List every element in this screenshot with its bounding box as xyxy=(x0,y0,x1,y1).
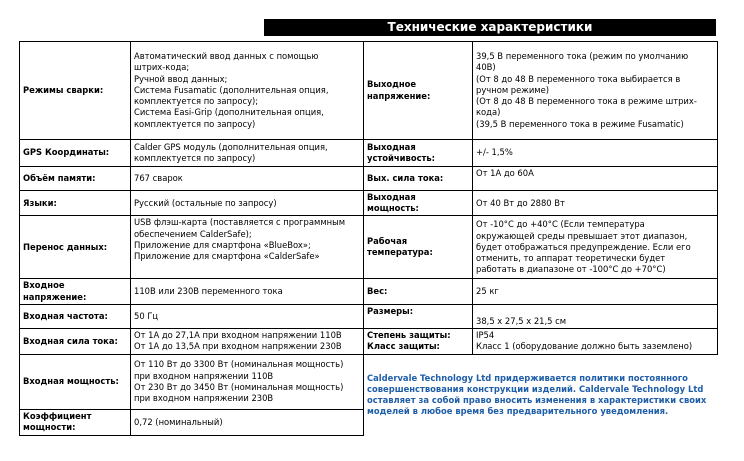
label-input-current: Входная сила тока: xyxy=(20,328,131,354)
value-output-power: От 40 Вт до 2880 Вт xyxy=(473,191,718,216)
manufacturer-note: Caldervale Technology Ltd придерживается политики постоянного совершенствования конструкции изделий. Caldervale Technology Ltd оставляет за собой право вносить изменения в характеристики своих моделей в любое время без предварительного уведомления. xyxy=(367,372,707,417)
label-input-power: Входная мощность: xyxy=(20,354,131,409)
table-row xyxy=(20,191,718,216)
label-dimensions: Размеры: xyxy=(364,304,473,328)
table-row xyxy=(20,354,718,409)
table-row xyxy=(20,42,718,140)
value-weight: 25 кг xyxy=(473,279,718,304)
label-output-power: Выходная мощность: xyxy=(364,191,473,216)
value-memory: 767 сварок xyxy=(131,167,364,191)
value-data-transfer: USB флэш-карта (поставляется с программным обеспечением CalderSafe); Приложение для смартфона «BlueBox»; Приложение для смартфона «CalderSafe» xyxy=(131,216,364,279)
value-gps: Calder GPS модуль (дополнительная опция, комплектуется по запросу) xyxy=(131,140,364,167)
label-protection xyxy=(364,328,473,354)
value-power-factor: 0,72 (номинальный) xyxy=(131,409,364,435)
label-output-voltage: Выходное напряжение: xyxy=(364,42,473,140)
value-dimensions: 38,5 х 27,5 х 21,5 см xyxy=(473,304,718,328)
value-input-current: От 1А до 27,1А при входном напряжении 110В От 1А до 13,5А при входном напряжении 230В xyxy=(131,328,364,354)
label-memory: Объём памяти: xyxy=(20,167,131,191)
label-protection-class: Класс защиты: xyxy=(367,341,440,352)
table-row xyxy=(20,279,718,304)
table-row xyxy=(20,328,718,354)
table-row xyxy=(20,167,718,191)
value-output-current: От 1А до 60А xyxy=(473,167,718,191)
value-languages: Русский (остальные по запросу) xyxy=(131,191,364,216)
spec-table xyxy=(19,41,718,436)
label-input-voltage: Входное напряжение: xyxy=(20,279,131,304)
spec-title: Технические характеристики xyxy=(264,19,716,36)
label-data-transfer: Перенос данных: xyxy=(20,216,131,279)
label-gps: GPS Координаты: xyxy=(20,140,131,167)
label-operating-temperature: Рабочая температура: xyxy=(364,216,473,279)
label-weight: Вес: xyxy=(364,279,473,304)
label-protection-degree: Степень защиты: xyxy=(367,330,451,341)
label-input-frequency: Входная частота: xyxy=(20,304,131,328)
label-power-factor: Коэффициент мощности: xyxy=(20,409,131,435)
table-row xyxy=(20,140,718,167)
value-input-voltage: 110В или 230В переменного тока xyxy=(131,279,364,304)
label-welding-modes: Режимы сварки: xyxy=(20,42,131,140)
table-row xyxy=(20,216,718,279)
value-protection: IP54 Класс 1 (оборудование должно быть заземлено) xyxy=(473,328,718,354)
value-operating-temperature: От -10°С до +40°С (Если температура окружающей среды превышает этот диапазон, будет отображаться предупреждение. Если его отменить, то аппарат теоретически будет работать в диапазоне от -100°С до +70°С) xyxy=(473,216,718,279)
value-input-power: От 110 Вт до 3300 Вт (номинальная мощность) при входном напряжении 110В От 230 Вт до 3450 Вт (номинальная мощность) при входном напряжении 230В xyxy=(131,354,364,409)
label-output-current: Вых. сила тока: xyxy=(364,167,473,191)
value-output-stability: +/- 1,5% xyxy=(473,140,718,167)
table-row xyxy=(20,304,718,328)
value-output-voltage: 39,5 В переменного тока (режим по умолчанию 40В) (От 8 до 48 В переменного тока выбирается в ручном режиме) (От 8 до 48 В переменного тока в режиме штрих- кода) (39,5 В переменного тока в режиме Fusamatic) xyxy=(473,42,718,140)
value-input-frequency: 50 Гц xyxy=(131,304,364,328)
value-welding-modes: Автоматический ввод данных с помощью штрих-кода; Ручной ввод данных; Система Fusamatic (дополнительная опция, комплектуется по запросу); Система Easi-Grip (дополнительная опция, комплектуется по запросу) xyxy=(131,42,364,140)
label-output-stability: Выходная устойчивость: xyxy=(364,140,473,167)
label-languages: Языки: xyxy=(20,191,131,216)
